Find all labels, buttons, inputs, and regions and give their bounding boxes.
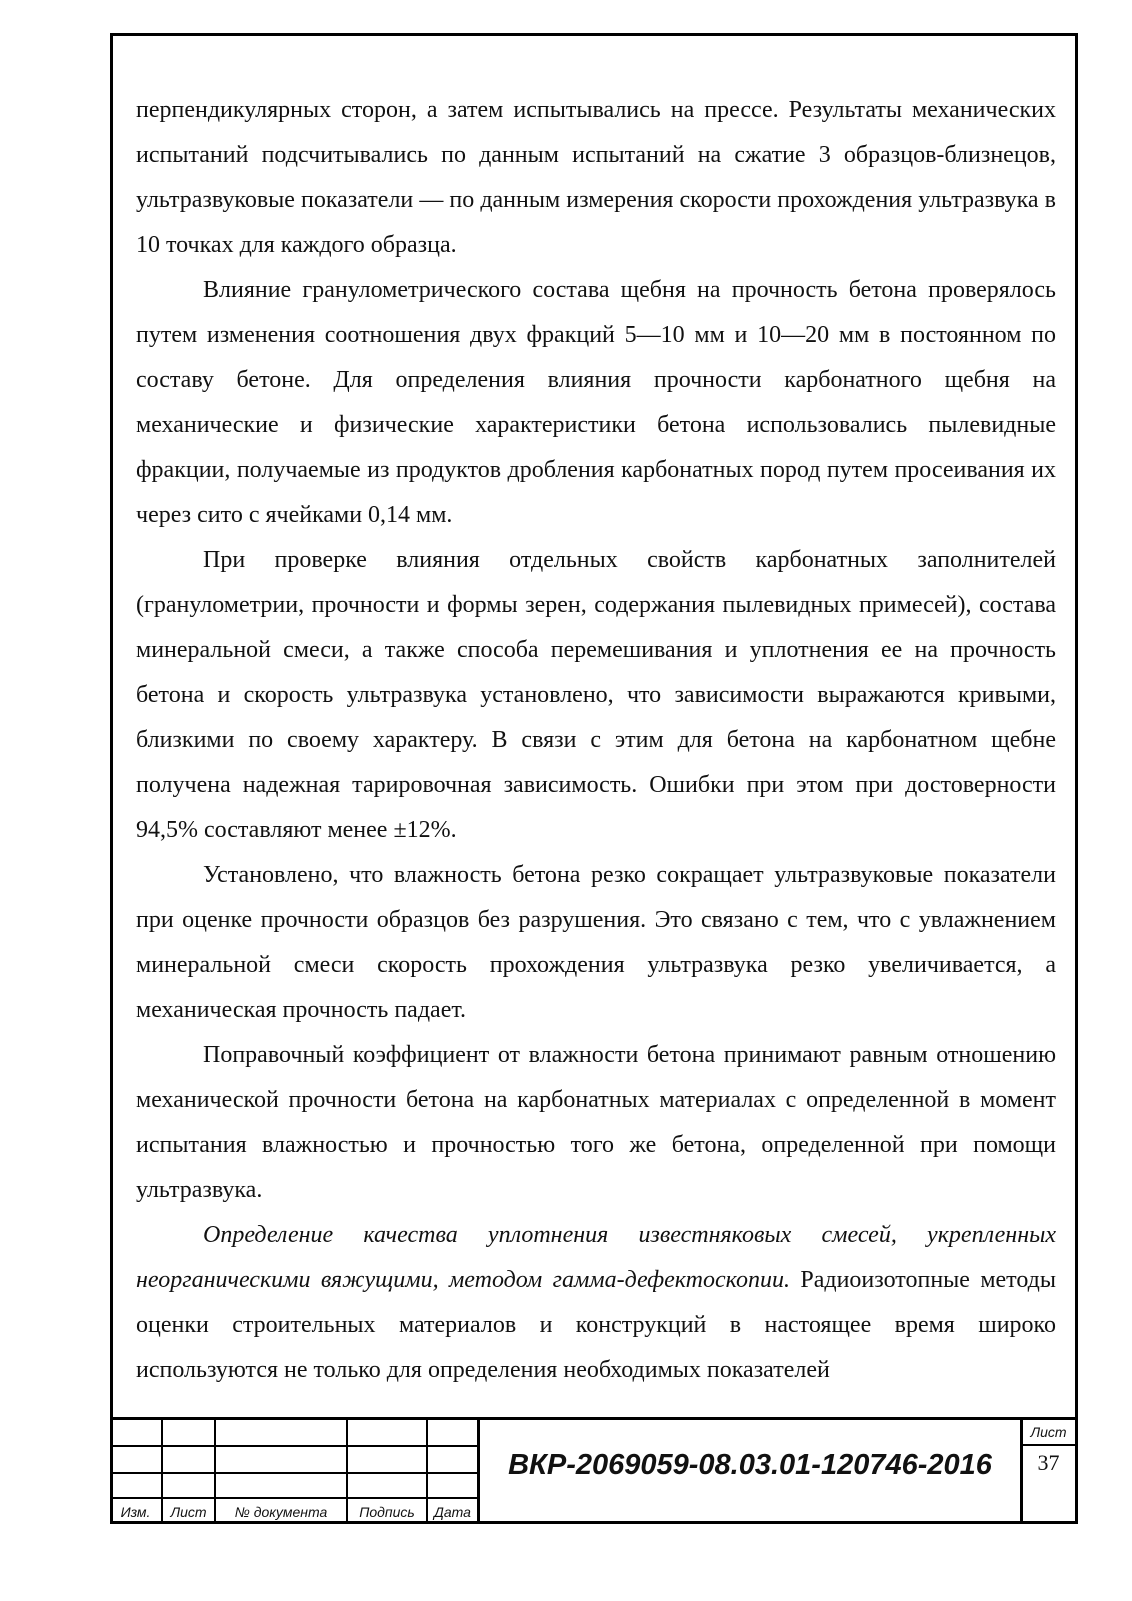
- label-document-number: № документа: [234, 1504, 328, 1520]
- paragraph-5: Поправочный коэффициент от влажности бетона принимают равным отношению механической прочности бетона на карбонатных материалах с определенной в момент испытания влажностью и прочностью того же бетона, определенной при помощи ультразвука.: [136, 1042, 1056, 1203]
- document-code: ВКР-2069059-08.03.01-120746-2016: [508, 1449, 992, 1481]
- sheet-label: Лист: [1030, 1424, 1067, 1440]
- label-list: Лист: [170, 1504, 207, 1520]
- title-block-divider: [110, 1472, 478, 1474]
- title-block-divider: [110, 1497, 478, 1499]
- title-block-divider: [110, 1445, 478, 1447]
- title-block-divider: [1020, 1444, 1075, 1446]
- paragraph-6-text: Радиоизотопные методы оценки строительных материалов и конструкций в настоящее время широко используются не только для определения необходимых показателей: [136, 1267, 1056, 1383]
- label-izm: Изм.: [120, 1504, 151, 1520]
- title-block: [110, 1417, 1078, 1524]
- sheet-number: 37: [1037, 1450, 1060, 1475]
- body-text: [136, 88, 1056, 1393]
- paragraph-6: [136, 1213, 1056, 1393]
- label-date: Дата: [434, 1504, 471, 1520]
- label-signature: Подпись: [359, 1504, 415, 1520]
- paragraph-2: Влияние гранулометрического состава щебня на прочность бетона проверялось путем изменения соотношения двух фракций 5—10 мм и 10—20 мм в постоянном по составу бетоне. Для определения влияния прочности карбонатного щебня на механические и физические характеристики бетона использовались пылевидные фракции, получаемые из продуктов дробления карбонатных пород путем просеивания их через сито с ячейками 0,14 мм.: [136, 277, 1056, 528]
- paragraph-1: перпендикулярных сторон, а затем испытывались на прессе. Результаты механических испытаний подсчитывались по данным испытаний на сжатие 3 образцов-близнецов, ультразвуковые показатели — по данным измерения скорости прохождения ультразвука в 10 точках для каждого образца.: [136, 97, 1056, 258]
- section-heading-italic: Определение качества уплотнения известняковых смесей, укрепленных неорганическими вяжущими, методом гамма-дефектоскопии.: [136, 1222, 1056, 1293]
- paragraph-4: Установлено, что влажность бетона резко сокращает ультразвуковые показатели при оценке прочности образцов без разрушения. Это связано с тем, что с увлажнением минеральной смеси скорость прохождения ультразвука резко увеличивается, а механическая прочность падает.: [136, 862, 1056, 1023]
- paragraph-3: При проверке влияния отдельных свойств карбонатных заполнителей (гранулометрии, прочности и формы зерен, содержания пылевидных примесей), состава минеральной смеси, а также способа перемешивания и уплотнения ее на прочность бетона и скорость ультразвука установлено, что зависимости выражаются кривыми, близкими по своему характеру. В связи с этим для бетона на карбонатном щебне получена надежная тарировочная зависимость. Ошибки при этом при достоверности 94,5% составляют менее ±12%.: [136, 547, 1056, 843]
